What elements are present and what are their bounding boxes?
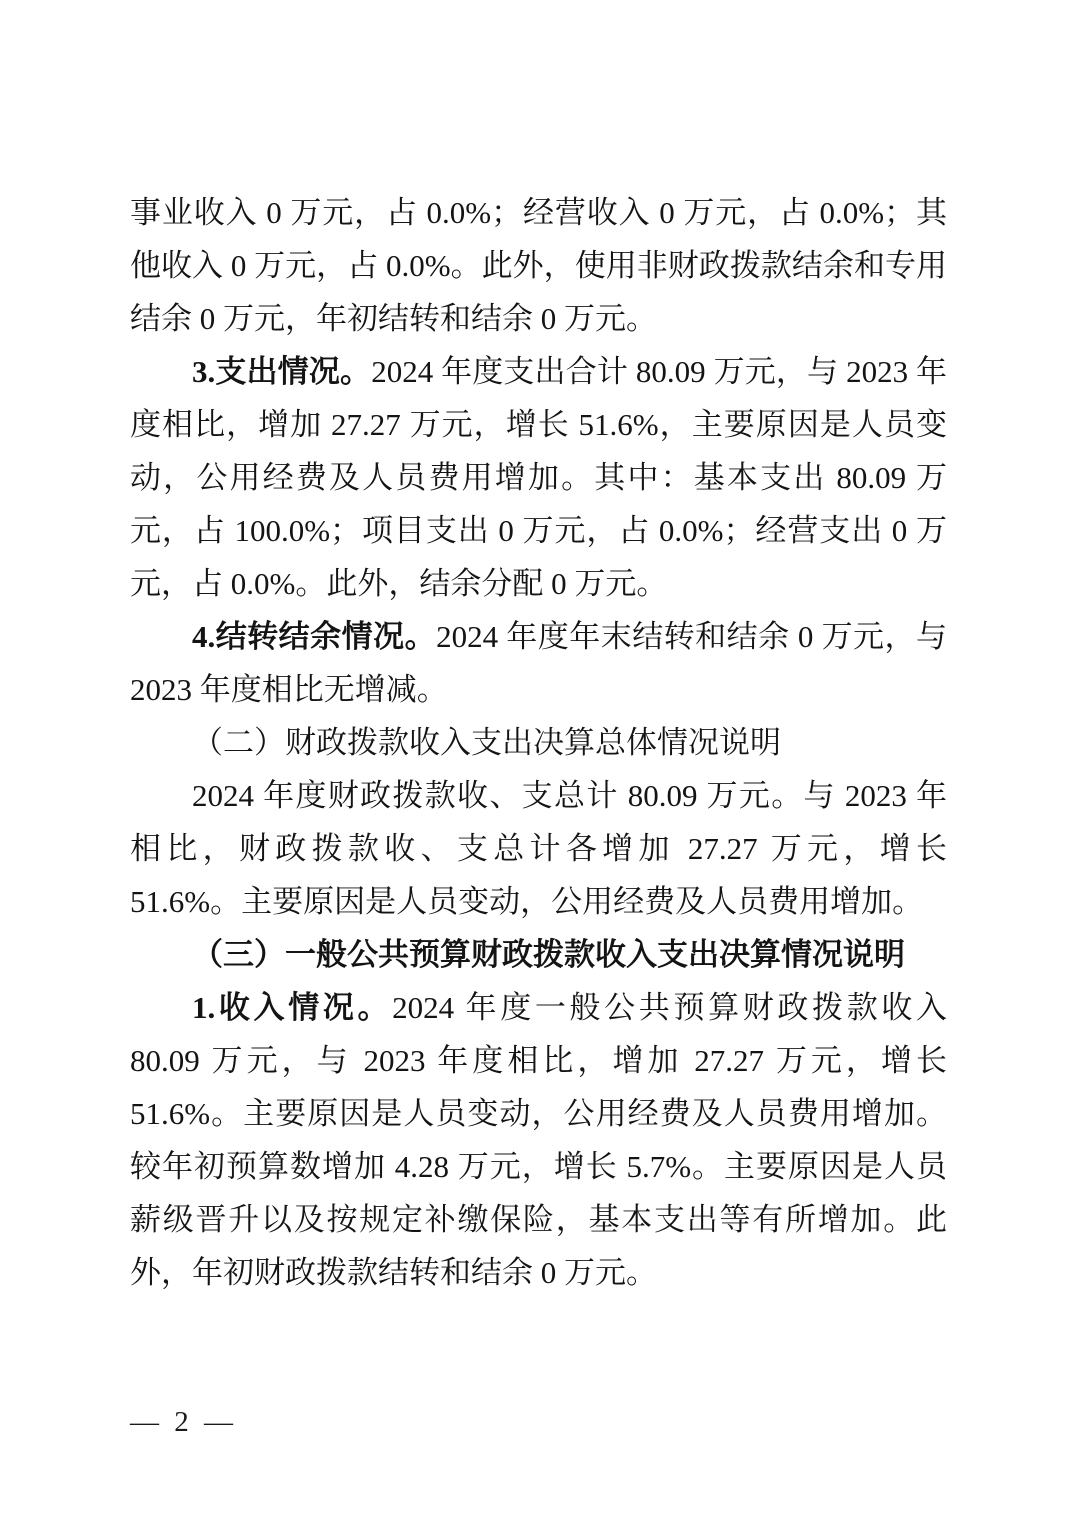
text-run: 2024 年度年末结转和结余 0 万元，与 2023 年度相比无增减。 xyxy=(130,619,948,707)
section-heading xyxy=(130,716,947,769)
text-run: （二）财政拨款收入支出决算总体情况说明 xyxy=(192,725,781,760)
body-paragraph xyxy=(130,345,947,610)
text-run: 2024 年度一般公共预算财政拨款收入 80.09 万元，与 2023 年度相比，增加 27.27 万元，增长 51.6%。主要原因是人员变动，公用经费及人员费用增加。较年初预算数增加 4.28 万元，增长 5.7%。主要原因是人员薪级晋升以及按规定补缴保险，基本支出等有所增加。此外，年初财政拨款结转和结余 0 万元。 xyxy=(130,990,948,1290)
document-body xyxy=(130,186,947,1299)
bold-text-run: （三）一般公共预算财政拨款收入支出决算情况说明 xyxy=(192,937,905,972)
section-heading xyxy=(130,928,947,981)
body-paragraph xyxy=(130,769,947,928)
text-run: 2024 年度财政拨款收、支总计 80.09 万元。与 2023 年相比，财政拨款收、支总计各增加 27.27 万元，增长 51.6%。主要原因是人员变动，公用经费及人员费用增加。 xyxy=(130,778,947,919)
bold-text-run: 4.结转结余情况。 xyxy=(192,619,437,654)
text-run: 事业收入 0 万元，占 0.0%；经营收入 0 万元，占 0.0%；其他收入 0 万元，占 0.0%。此外，使用非财政拨款结余和专用结余 0 万元，年初结转和结余 0 万元。 xyxy=(130,195,947,336)
bold-text-run: 1.收入情况。 xyxy=(192,990,393,1025)
page-number: — 2 — xyxy=(130,1406,233,1438)
body-paragraph xyxy=(130,981,947,1299)
body-paragraph xyxy=(130,186,947,345)
body-paragraph xyxy=(130,610,947,716)
text-run: 2024 年度支出合计 80.09 万元，与 2023 年度相比，增加 27.27 万元，增长 51.6%，主要原因是人员变动，公用经费及人员费用增加。其中：基本支出 80.09 万元，占 100.0%；项目支出 0 万元，占 0.0%；经营支出 0 万元，占 0.0%。此外，结余分配 0 万元。 xyxy=(130,354,948,601)
bold-text-run: 3.支出情况。 xyxy=(192,354,372,389)
